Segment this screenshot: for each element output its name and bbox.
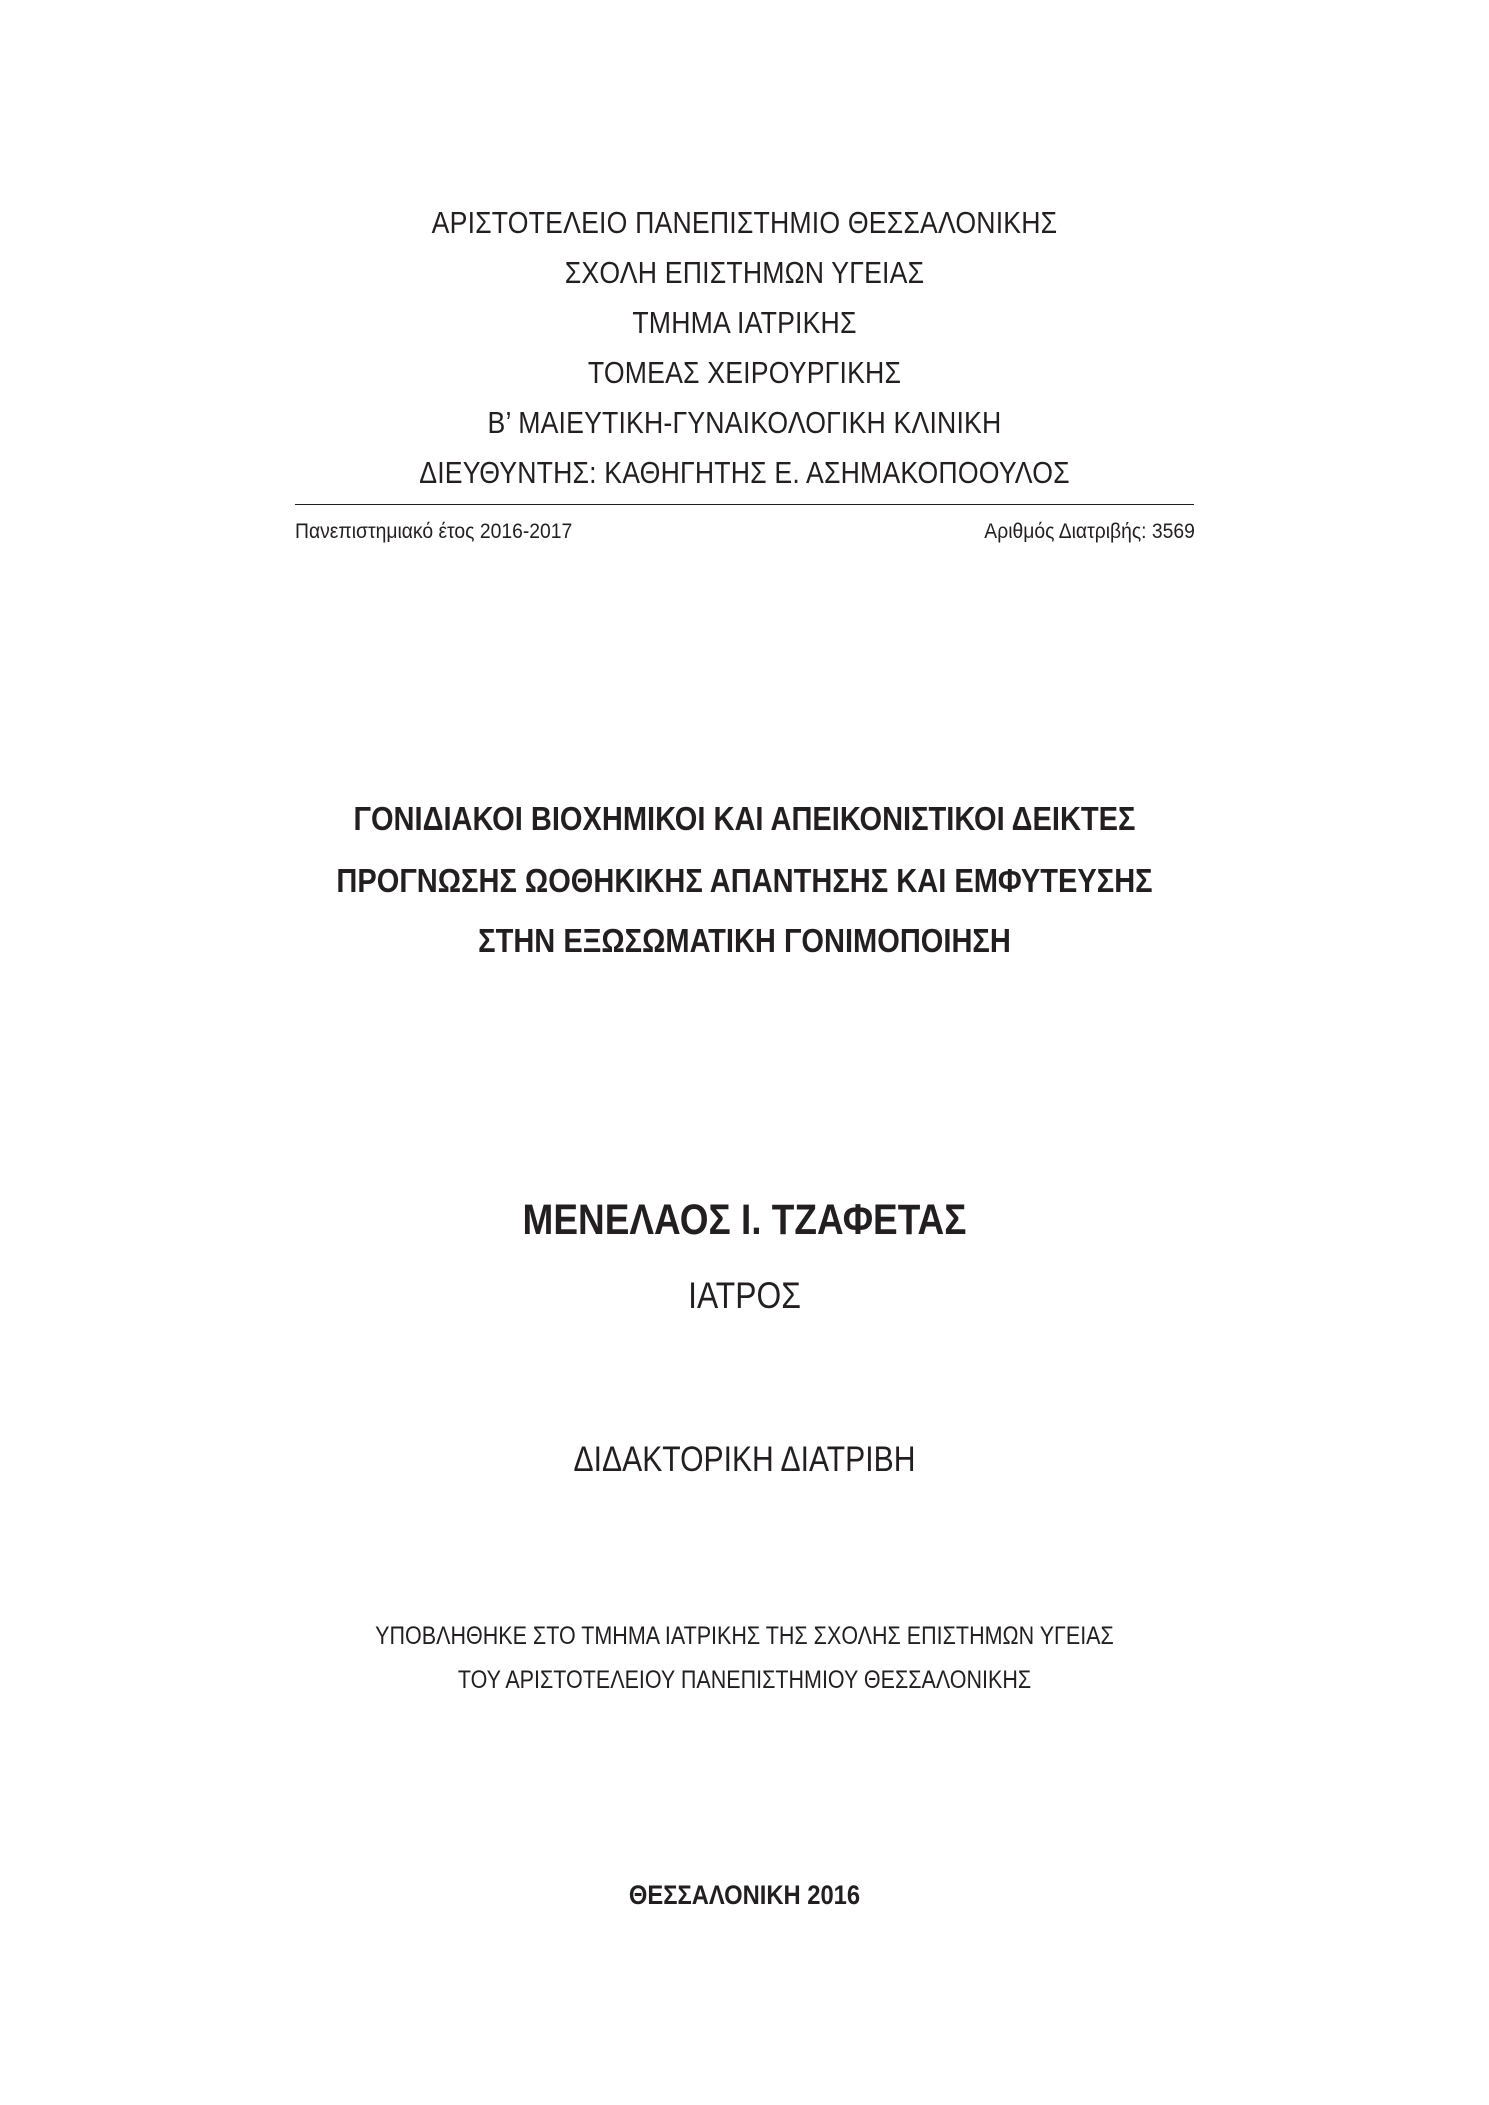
school-name: ΣΧΟΛΗ ΕΠΙΣΤΗΜΩΝ ΥΓΕΙΑΣ — [564, 255, 925, 290]
academic-year: Πανεπιστημιακό έτος 2016-2017 — [295, 520, 573, 543]
thesis-title-line-1: ΓΟΝΙΔΙΑΚΟΙ ΒΙΟΧΗΜΙΚΟΙ ΚΑΙ ΑΠΕΙΚΟΝΙΣΤΙΚΟΙ ΔΕΙΚΤΕΣ — [353, 800, 1136, 837]
submission-line-1: ΥΠΟΒΛΗΘΗΚΕ ΣΤΟ ΤΜΗΜΑ ΙΑΤΡΙΚΗΣ ΤΗΣ ΣΧΟΛΗΣ ΕΠΙΣΤΗΜΩΝ ΥΓΕΙΑΣ — [375, 1622, 1114, 1650]
sector-name: ΤΟΜΕΑΣ ΧΕΙΡΟΥΡΓΙΚΗΣ — [587, 355, 902, 390]
clinic-name: Β’ ΜΑΙΕΥΤΙΚΗ-ΓΥΝΑΙΚΟΛΟΓΙΚΗ ΚΛΙΝΙΚΗ — [487, 405, 1002, 440]
author-profession: ΙΑΤΡΟΣ — [688, 1275, 801, 1316]
author-name: ΜΕΝΕΛΑΟΣ Ι. ΤΖΑΦΕΤΑΣ — [522, 1196, 967, 1244]
place-year: ΘΕΣΣΑΛΟΝΙΚΗ 2016 — [628, 1880, 861, 1910]
document-type: ΔΙΔΑΚΤΟΡΙΚΗ ΔΙΑΤΡΙΒΗ — [573, 1440, 916, 1479]
university-name: ΑΡΙΣΤΟΤΕΛΕΙΟ ΠΑΝΕΠΙΣΤΗΜΙΟ ΘΕΣΣΑΛΟΝΙΚΗΣ — [431, 205, 1058, 240]
director-line: ΔΙΕΥΘΥΝΤΗΣ: ΚΑΘΗΓΗΤΗΣ Ε. ΑΣΗΜΑΚΟΠΟΟΥΛΟΣ — [419, 455, 1070, 490]
thesis-title-line-3: ΣΤΗΝ ΕΞΩΣΩΜΑΤΙΚΗ ΓΟΝΙΜΟΠΟΙΗΣΗ — [478, 922, 1011, 959]
thesis-title-line-2: ΠΡΟΓΝΩΣΗΣ ΩΟΘΗΚΙΚΗΣ ΑΠΑΝΤΗΣΗΣ ΚΑΙ ΕΜΦΥΤΕΥΣΗΣ — [336, 862, 1153, 899]
department-name: ΤΜΗΜΑ ΙΑΤΡΙΚΗΣ — [632, 305, 857, 340]
header-divider — [295, 504, 1194, 505]
submission-line-2: ΤΟΥ ΑΡΙΣΤΟΤΕΛΕΙΟΥ ΠΑΝΕΠΙΣΤΗΜΙΟΥ ΘΕΣΣΑΛΟΝΙΚΗΣ — [457, 1666, 1032, 1694]
thesis-number: Αριθμός Διατριβής: 3569 — [984, 520, 1195, 543]
